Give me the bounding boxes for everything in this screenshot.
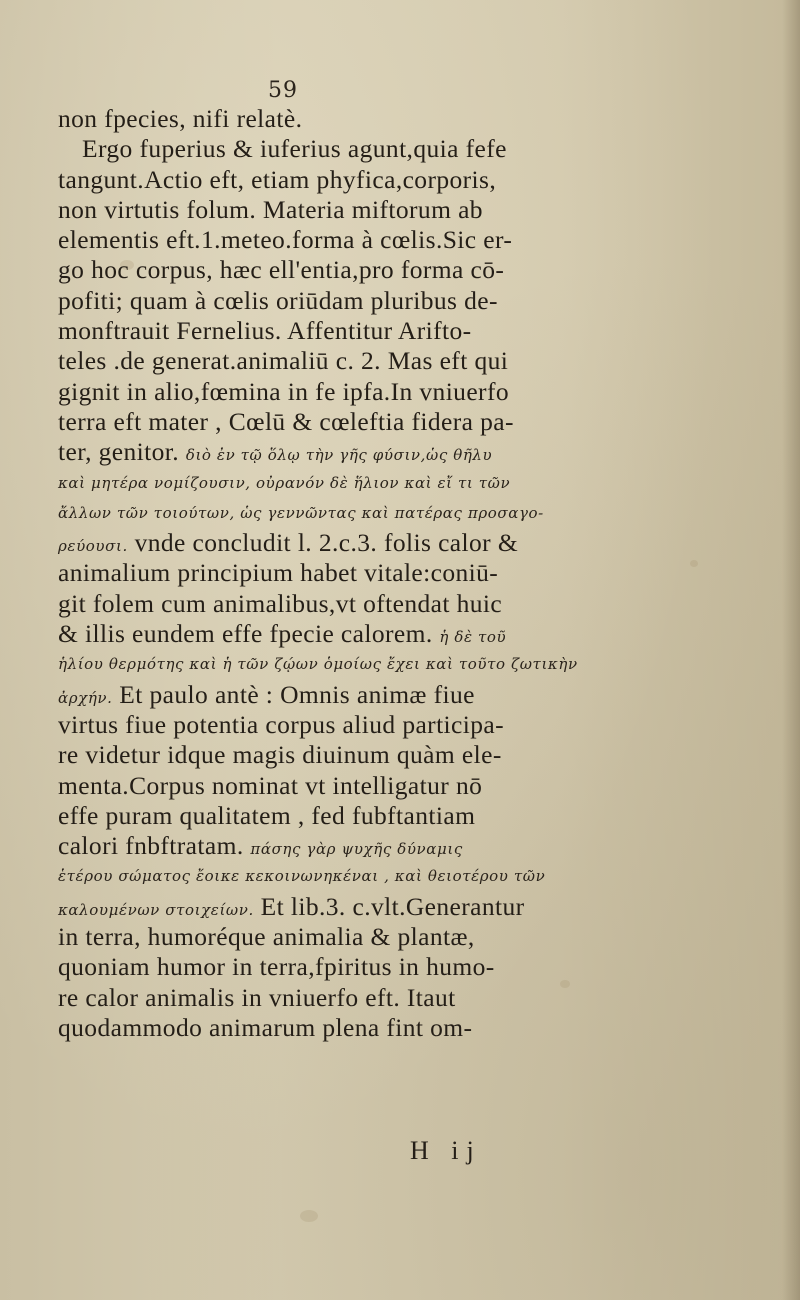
latin-text: terra eft mater , Cœlū & cœleftia fidera pa- <box>58 406 514 436</box>
greek-text: καλουμένων στοιχείων. <box>58 900 254 919</box>
text-line <box>58 528 778 558</box>
text-line <box>58 165 778 195</box>
latin-text: effe puram qualitatem , fed fubftantiam <box>58 800 476 830</box>
latin-text: gignit in alio,fœmina in fe ipfa.In vniuerfo <box>58 376 509 406</box>
latin-text: non fpecies, nifi relatè. <box>58 104 303 133</box>
latin-text: Et paulo antè : Omnis animæ fiue <box>119 679 475 709</box>
latin-text: animalium principium habet vitale:coniū- <box>58 558 499 588</box>
latin-text: elementis eft.1.meteo.forma à cœlis.Sic er- <box>58 225 513 255</box>
greek-text: ἄλλων τῶν τοιούτων, ὡς γεννῶντας καὶ πατέρας προσαγο- <box>58 503 544 522</box>
latin-text: & illis eundem effe fpecie calorem. <box>58 619 433 649</box>
greek-text: ἡ δὲ τοῦ <box>439 628 507 647</box>
latin-text: quodammodo animarum plena fint om- <box>58 1012 473 1042</box>
text-line <box>58 983 778 1013</box>
body-text <box>58 104 778 1043</box>
text-line <box>58 952 778 982</box>
text-line <box>58 740 778 770</box>
text-line <box>58 377 778 407</box>
text-line <box>58 589 778 619</box>
text-line <box>58 255 778 285</box>
latin-text: ter, genitor. <box>58 437 180 467</box>
greek-text: ρεύουσι. <box>58 537 128 556</box>
signature-mark: H ij <box>410 1136 482 1165</box>
text-line <box>58 407 778 437</box>
text-line <box>58 892 778 922</box>
text-line <box>58 346 778 376</box>
text-line <box>58 1013 778 1043</box>
latin-text: quoniam humor in terra,fpiritus in humo- <box>58 952 495 982</box>
text-line <box>58 619 778 649</box>
page-gutter-shadow <box>782 0 800 1300</box>
text-line <box>58 195 778 225</box>
text-line <box>58 558 778 588</box>
greek-text: καὶ μητέρα νομίζουσιν, οὐρανόν δὲ ἥλιον καὶ εἴ τι τῶν <box>58 473 511 492</box>
latin-text: non virtutis folum. Materia miftorum ab <box>58 194 483 224</box>
greek-text: ἀρχήν. <box>58 688 113 707</box>
latin-text: menta.Corpus nominat vt intelligatur nō <box>58 770 483 800</box>
text-line <box>58 771 778 801</box>
text-line <box>58 468 778 498</box>
text-line <box>58 437 778 467</box>
latin-text: Ergo fuperius & iuferius agunt,quia fefe <box>82 134 507 164</box>
latin-text: teles .de generat.animaliū c. 2. Mas eft qui <box>58 346 509 376</box>
latin-text: tangunt.Actio eft, etiam phyfica,corporis, <box>58 164 497 194</box>
latin-text: re videtur idque magis diuinum quàm ele- <box>58 740 502 770</box>
latin-text: git folem cum animalibus,vt oftendat huic <box>58 588 503 618</box>
latin-text: Et lib.3. c.vlt.Generantur <box>260 891 525 921</box>
text-line <box>58 831 778 861</box>
text-line <box>58 922 778 952</box>
latin-text: virtus fiue potentia corpus aliud participa- <box>58 709 505 739</box>
text-line <box>58 316 778 346</box>
text-line <box>58 861 778 891</box>
page-number: 59 <box>268 78 298 103</box>
latin-text: re calor animalis in vniuerfo eft. Itaut <box>58 982 456 1012</box>
greek-text: πάσης γὰρ ψυχῆς δύναμις <box>250 840 463 859</box>
text-line <box>58 680 778 710</box>
greek-text: διὸ ἐν τῷ ὅλῳ τὴν γῆς φύσιν,ὡς θῆλυ <box>185 446 493 465</box>
text-line <box>58 225 778 255</box>
text-line <box>58 649 778 679</box>
text-line <box>58 801 778 831</box>
greek-text: ἡλίου θερμότης καὶ ἡ τῶν ζῴων ὁμοίως ἔχει καὶ τοῦτο ζωτικὴν <box>58 655 578 674</box>
latin-text: pofiti; quam à cœlis oriūdam pluribus de- <box>58 285 498 315</box>
latin-text: go hoc corpus, hæc ell'entia,pro forma cō- <box>58 255 505 285</box>
latin-text: vnde concludit l. 2.c.3. folis calor & <box>134 528 519 558</box>
latin-text: calori fnbftratam. <box>58 831 244 861</box>
text-line <box>58 104 778 134</box>
text-line <box>58 134 778 164</box>
text-line <box>58 286 778 316</box>
greek-text: ἑτέρου σώματος ἔοικε κεκοινωνηκέναι , καὶ θειοτέρου τῶν <box>58 867 546 886</box>
latin-text: in terra, humoréque animalia & plantæ, <box>58 922 475 952</box>
text-line <box>58 710 778 740</box>
foxing-spot <box>300 1210 318 1222</box>
latin-text: monftrauit Fernelius. Affentitur Arifto- <box>58 316 472 346</box>
text-line <box>58 498 778 528</box>
